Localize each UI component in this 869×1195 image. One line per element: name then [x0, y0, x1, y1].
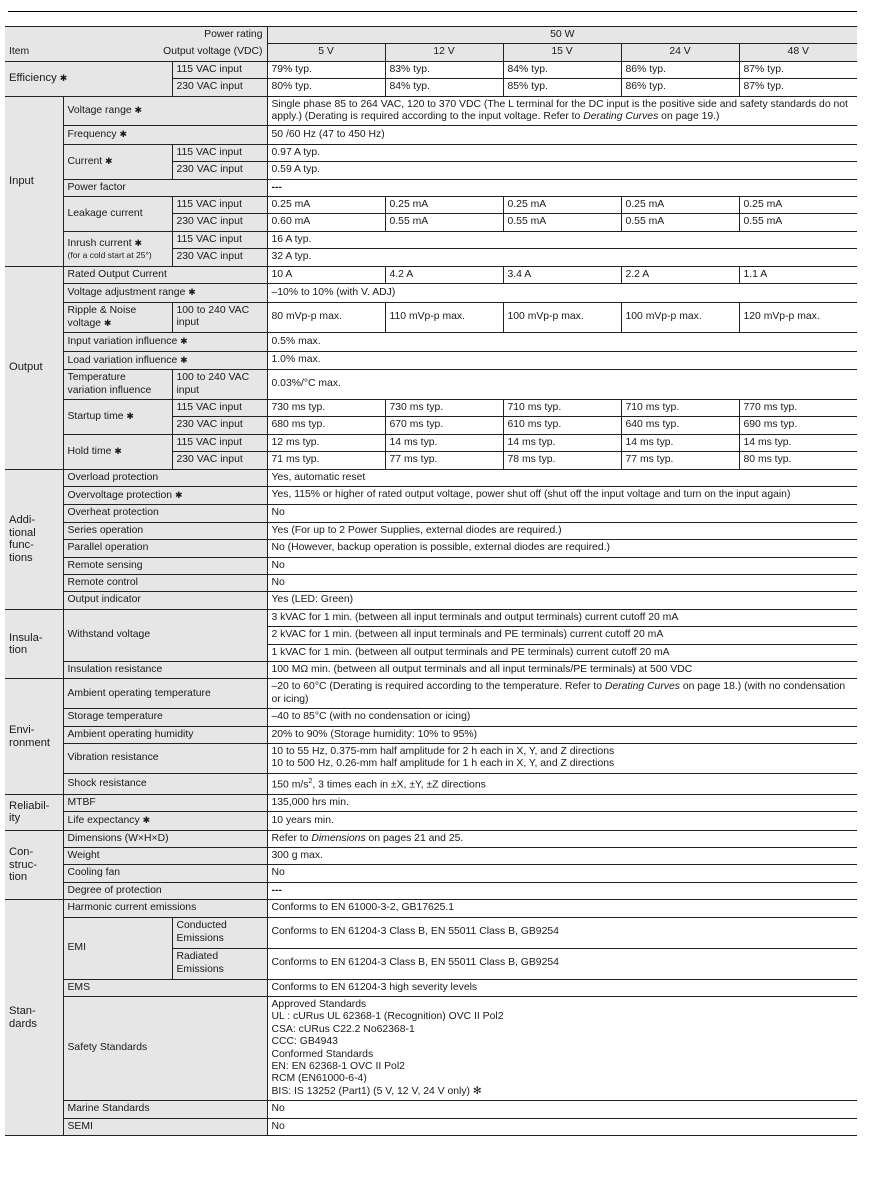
voltage-range-row	[5, 96, 857, 126]
input-variation-row	[5, 333, 857, 351]
group-construction: Con- struc- tion	[5, 830, 63, 900]
additional-value: Yes (For up to 2 Power Supplies, external diodes are required.)	[267, 522, 857, 539]
asterisk-icon: ✱	[174, 489, 183, 500]
hold-115-48v: 14 ms typ.	[739, 434, 857, 451]
withstand-value: 1 kVAC for 1 min. (between all output terminals and PE terminals) current cutoff 20 mA	[267, 644, 857, 661]
inrush-row-115	[5, 231, 857, 248]
leakage-230-24v: 0.55 mA	[621, 214, 739, 231]
power-factor-label: Power factor	[63, 179, 267, 196]
top-rule	[8, 11, 857, 12]
condition-100-240vac: 100 to 240 VAC input	[172, 302, 267, 333]
weight-row	[5, 847, 857, 864]
radiated-emissions-label: Radiated Emissions	[172, 948, 267, 979]
additional-row	[5, 469, 857, 486]
power-factor-row	[5, 179, 857, 196]
startup-115-5v: 730 ms typ.	[267, 399, 385, 416]
degree-protection-value: ---	[267, 882, 857, 899]
rated-current-24v: 2.2 A	[621, 266, 739, 283]
frequency-value: 50 /60 Hz (47 to 450 Hz)	[267, 126, 857, 144]
radiated-emissions-value: Conforms to EN 61204-3 Class B, EN 55011 Class B, GB9254	[267, 948, 857, 979]
additional-label: Overload protection	[63, 469, 267, 486]
ripple-noise-label: Ripple & Noise voltage ✱	[63, 302, 172, 333]
asterisk-icon: ✱	[180, 336, 188, 347]
voltage-range-value: Single phase 85 to 264 VAC, 120 to 370 VDC (The L terminal for the DC input is the positive side and safety standards do not apply.) (Derating is required according to the input voltage. Refer to Derating Curves on page 19.)	[267, 96, 857, 126]
withstand-voltage-label: Withstand voltage	[63, 609, 267, 661]
asterisk-icon: ✱	[59, 73, 68, 84]
additional-label: Output indicator	[63, 592, 267, 609]
additional-row	[5, 505, 857, 522]
dimensions-label: Dimensions (W×H×D)	[63, 830, 267, 847]
withstand-value: 2 kVAC for 1 min. (between all input terminals and PE terminals) current cutoff 20 mA	[267, 627, 857, 644]
load-variation-row	[5, 351, 857, 369]
hold-115-5v: 12 ms typ.	[267, 434, 385, 451]
mtbf-row	[5, 794, 857, 811]
group-environment: Envi- ronment	[5, 679, 63, 794]
leakage-current-label: Leakage current	[63, 197, 172, 232]
inrush-230-value: 32 A typ.	[267, 249, 857, 266]
rated-current-48v: 1.1 A	[739, 266, 857, 283]
additional-row	[5, 540, 857, 557]
efficiency-115-5v: 79% typ.	[267, 61, 385, 78]
hold-115-12v: 14 ms typ.	[385, 434, 503, 451]
condition-230vac: 230 VAC input	[172, 79, 267, 96]
condition-230vac: 230 VAC input	[172, 214, 267, 231]
condition-115vac: 115 VAC input	[172, 61, 267, 78]
shock-row	[5, 773, 857, 794]
ems-label: EMS	[63, 979, 267, 996]
header-row-power	[5, 27, 857, 44]
asterisk-icon: ✱	[105, 156, 113, 167]
startup-230-48v: 690 ms typ.	[739, 417, 857, 434]
additional-value: Yes (LED: Green)	[267, 592, 857, 609]
efficiency-row-115	[5, 61, 857, 78]
shock-value: 150 $m/s^2$, 3 times each in ±X, ±Y, ±Z directions	[267, 773, 857, 794]
leakage-115-12v: 0.25 mA	[385, 197, 503, 214]
efficiency-230-5v: 80% typ.	[267, 79, 385, 96]
vibration-label: Vibration resistance	[63, 744, 267, 774]
asterisk-icon: ✱	[142, 815, 151, 826]
hold-230-48v: 80 ms typ.	[739, 452, 857, 469]
additional-value: No	[267, 505, 857, 522]
additional-value: No	[267, 575, 857, 592]
efficiency-230-12v: 84% typ.	[385, 79, 503, 96]
life-expectancy-row	[5, 812, 857, 830]
condition-100-240vac: 100 to 240 VAC input	[172, 370, 267, 400]
degree-protection-label: Degree of protection	[63, 882, 267, 899]
additional-label: Remote control	[63, 575, 267, 592]
life-expectancy-label: Life expectancy ✱	[63, 812, 267, 830]
spec-table	[5, 26, 857, 1136]
semi-row	[5, 1118, 857, 1135]
rated-current-row	[5, 266, 857, 283]
ambient-temperature-row	[5, 679, 857, 709]
leakage-230-48v: 0.55 mA	[739, 214, 857, 231]
startup-row-115	[5, 399, 857, 416]
life-expectancy-value: 10 years min.	[267, 812, 857, 830]
ambient-humidity-value: 20% to 90% (Storage humidity: 10% to 95%)	[267, 726, 857, 743]
insulation-resistance-value: 100 MΩ min. (between all output terminals and all input terminals/PE terminals) at 500 VDC	[267, 662, 857, 679]
insulation-resistance-label: Insulation resistance	[63, 662, 267, 679]
voltage-5v: 5 V	[267, 44, 385, 61]
rated-current-12v: 4.2 A	[385, 266, 503, 283]
ambient-temperature-value: –20 to 60°C (Derating is required according to the temperature. Refer to Derating Curves on page 18.) (with no condensation or icing)	[267, 679, 857, 709]
hold-230-24v: 77 ms typ.	[621, 452, 739, 469]
efficiency-115-15v: 84% typ.	[503, 61, 621, 78]
condition-230vac: 230 VAC input	[172, 162, 267, 179]
startup-115-15v: 710 ms typ.	[503, 399, 621, 416]
vibration-value: 10 to 55 Hz, 0.375-mm half amplitude for 2 h each in X, Y, and Z directions 10 to 500 Hz, 0.26-mm half amplitude for 1 h each in X, Y, and Z directions	[267, 744, 857, 774]
startup-115-12v: 730 ms typ.	[385, 399, 503, 416]
startup-time-label: Startup time ✱	[63, 399, 172, 434]
additional-value: Yes, 115% or higher of rated output voltage, power shut off (shut off the input voltage and turn on the input again)	[267, 486, 857, 504]
condition-115vac: 115 VAC input	[172, 231, 267, 248]
ripple-5v: 80 mVp-p max.	[267, 302, 385, 333]
dimensions-row	[5, 830, 857, 847]
group-output: Output	[5, 266, 63, 469]
asterisk-icon: ✱	[103, 317, 112, 328]
weight-label: Weight	[63, 847, 267, 864]
emi-label: EMI	[63, 917, 172, 979]
condition-115vac: 115 VAC input	[172, 197, 267, 214]
load-variation-label: Load variation influence ✱	[63, 351, 267, 369]
condition-115vac: 115 VAC input	[172, 399, 267, 416]
temperature-variation-value: 0.03%/°C max.	[267, 370, 857, 400]
power-rating-label: Power rating	[5, 27, 267, 44]
condition-230vac: 230 VAC input	[172, 417, 267, 434]
temperature-variation-label: Temperature variation influence	[63, 370, 172, 400]
asterisk-icon: ✱	[180, 354, 188, 365]
inrush-current-label: Inrush current ✱ (for a cold start at 25°)	[63, 231, 172, 266]
group-input: Input	[5, 96, 63, 266]
conducted-emissions-value: Conforms to EN 61204-3 Class B, EN 55011 Class B, GB9254	[267, 917, 857, 948]
withstand-value: 3 kVAC for 1 min. (between all input terminals and output terminals) current cutoff 20 mA	[267, 609, 857, 626]
output-voltage-label: Output voltage (VDC)	[172, 44, 267, 61]
cooling-fan-row	[5, 865, 857, 882]
additional-label: Series operation	[63, 522, 267, 539]
hold-230-15v: 78 ms typ.	[503, 452, 621, 469]
semi-label: SEMI	[63, 1118, 267, 1135]
ripple-noise-row	[5, 302, 857, 333]
leakage-115-24v: 0.25 mA	[621, 197, 739, 214]
additional-row	[5, 522, 857, 539]
ripple-48v: 120 mVp-p max.	[739, 302, 857, 333]
additional-label: Overvoltage protection ✱	[63, 486, 267, 504]
efficiency-label: Efficiency ✱	[5, 61, 172, 96]
voltage-adjustment-value: –10% to 10% (with V. ADJ)	[267, 284, 857, 302]
frequency-row	[5, 126, 857, 144]
voltage-15v: 15 V	[503, 44, 621, 61]
cooling-fan-value: No	[267, 865, 857, 882]
startup-115-24v: 710 ms typ.	[621, 399, 739, 416]
ambient-humidity-row	[5, 726, 857, 743]
hold-time-label: Hold time ✱	[63, 434, 172, 469]
degree-protection-row	[5, 882, 857, 899]
asterisk-icon: ✱	[134, 105, 143, 116]
efficiency-230-24v: 86% typ.	[621, 79, 739, 96]
derating-curves-ref: Derating Curves	[583, 111, 659, 123]
startup-230-5v: 680 ms typ.	[267, 417, 385, 434]
temperature-variation-row	[5, 370, 857, 400]
ripple-15v: 100 mVp-p max.	[503, 302, 621, 333]
asterisk-icon: ✱	[134, 238, 143, 249]
current-230-value: 0.59 A typ.	[267, 162, 857, 179]
input-variation-label: Input variation influence ✱	[63, 333, 267, 351]
leakage-115-5v: 0.25 mA	[267, 197, 385, 214]
additional-value: Yes, automatic reset	[267, 469, 857, 486]
marine-value: No	[267, 1101, 857, 1118]
voltage-48v: 48 V	[739, 44, 857, 61]
shock-label: Shock resistance	[63, 773, 267, 794]
item-label: Item	[9, 46, 30, 58]
ambient-humidity-label: Ambient operating humidity	[63, 726, 267, 743]
inrush-note: (for a cold start at 25°)	[67, 250, 152, 261]
current-115-value: 0.97 A typ.	[267, 144, 857, 161]
rated-current-5v: 10 A	[267, 266, 385, 283]
hold-115-15v: 14 ms typ.	[503, 434, 621, 451]
vibration-row	[5, 744, 857, 774]
additional-value: No (However, backup operation is possible, external diodes are required.)	[267, 540, 857, 557]
voltage-adjustment-row	[5, 284, 857, 302]
power-rating-value: 50 W	[267, 27, 857, 44]
mtbf-label: MTBF	[63, 794, 267, 811]
safety-standards-label: Safety Standards	[63, 997, 267, 1101]
efficiency-230-48v: 87% typ.	[739, 79, 857, 96]
ems-value: Conforms to EN 61204-3 high severity levels	[267, 979, 857, 996]
leakage-115-48v: 0.25 mA	[739, 197, 857, 214]
ambient-temperature-label: Ambient operating temperature	[63, 679, 267, 709]
startup-230-24v: 640 ms typ.	[621, 417, 739, 434]
condition-115vac: 115 VAC input	[172, 144, 267, 161]
leakage-230-5v: 0.60 mA	[267, 214, 385, 231]
inrush-115-value: 16 A typ.	[267, 231, 857, 248]
header-row-voltage	[5, 44, 857, 61]
ripple-24v: 100 mVp-p max.	[621, 302, 739, 333]
leakage-230-15v: 0.55 mA	[503, 214, 621, 231]
leakage-230-12v: 0.55 mA	[385, 214, 503, 231]
storage-temperature-value: –40 to 85°C (with no condensation or icing)	[267, 709, 857, 726]
group-additional: Addi- tional func- tions	[5, 469, 63, 609]
storage-temperature-label: Storage temperature	[63, 709, 267, 726]
asterisk-icon: ✱	[188, 287, 196, 298]
rated-current-15v: 3.4 A	[503, 266, 621, 283]
efficiency-115-48v: 87% typ.	[739, 61, 857, 78]
leakage-115-15v: 0.25 mA	[503, 197, 621, 214]
input-variation-value: 0.5% max.	[267, 333, 857, 351]
additional-label: Remote sensing	[63, 557, 267, 574]
safety-standards-value: Approved Standards UL : cURus UL 62368-1 (Recognition) OVC II Pol2 CSA: cURus C22.2 No62368-1 CCC: GB4943 Conformed Standards EN: EN 62368-1 OVC II Pol2 RCM (EN61000-6-4) BIS: IS 13252 (Part1) (5 V, 12 V, 24 V only) ✻	[267, 997, 857, 1101]
derating-curves-ref: Derating Curves	[604, 681, 680, 693]
voltage-12v: 12 V	[385, 44, 503, 61]
condition-230vac: 230 VAC input	[172, 452, 267, 469]
conducted-emissions-label: Conducted Emissions	[172, 917, 267, 948]
group-reliability: Reliabil- ity	[5, 794, 63, 830]
load-variation-value: 1.0% max.	[267, 351, 857, 369]
hold-row-115	[5, 434, 857, 451]
harmonic-row	[5, 900, 857, 917]
emi-conducted-row	[5, 917, 857, 948]
additional-label: Overheat protection	[63, 505, 267, 522]
dimensions-value: Refer to Dimensions on pages 21 and 25.	[267, 830, 857, 847]
leakage-row-115	[5, 197, 857, 214]
additional-value: No	[267, 557, 857, 574]
hold-115-24v: 14 ms typ.	[621, 434, 739, 451]
semi-value: No	[267, 1118, 857, 1135]
efficiency-115-12v: 83% typ.	[385, 61, 503, 78]
additional-row	[5, 557, 857, 574]
mtbf-value: 135,000 hrs min.	[267, 794, 857, 811]
group-standards: Stan- dards	[5, 900, 63, 1136]
efficiency-115-24v: 86% typ.	[621, 61, 739, 78]
harmonic-label: Harmonic current emissions	[63, 900, 267, 917]
hold-230-5v: 71 ms typ.	[267, 452, 385, 469]
power-factor-value: ---	[267, 179, 857, 196]
additional-row	[5, 486, 857, 504]
harmonic-value: Conforms to EN 61000-3-2, GB17625.1	[267, 900, 857, 917]
hold-230-12v: 77 ms typ.	[385, 452, 503, 469]
additional-row	[5, 592, 857, 609]
weight-value: 300 g max.	[267, 847, 857, 864]
ems-row	[5, 979, 857, 996]
voltage-24v: 24 V	[621, 44, 739, 61]
item-header	[5, 44, 172, 61]
safety-standards-row	[5, 997, 857, 1101]
startup-230-15v: 610 ms typ.	[503, 417, 621, 434]
condition-230vac: 230 VAC input	[172, 249, 267, 266]
startup-230-12v: 670 ms typ.	[385, 417, 503, 434]
insulation-resistance-row	[5, 662, 857, 679]
startup-115-48v: 770 ms typ.	[739, 399, 857, 416]
current-row-115	[5, 144, 857, 161]
marine-row	[5, 1101, 857, 1118]
group-insulation: Insula- tion	[5, 609, 63, 679]
rated-current-label: Rated Output Current	[63, 266, 267, 283]
asterisk-icon: ✱	[126, 411, 134, 422]
cooling-fan-label: Cooling fan	[63, 865, 267, 882]
frequency-label: Frequency ✱	[63, 126, 267, 144]
dimensions-ref: Dimensions	[311, 832, 366, 844]
efficiency-230-15v: 85% typ.	[503, 79, 621, 96]
marine-label: Marine Standards	[63, 1101, 267, 1118]
withstand-row-1	[5, 609, 857, 626]
additional-label: Parallel operation	[63, 540, 267, 557]
voltage-range-label: Voltage range ✱	[63, 96, 267, 126]
asterisk-icon: ✱	[119, 129, 128, 140]
additional-row	[5, 575, 857, 592]
storage-temperature-row	[5, 709, 857, 726]
condition-115vac: 115 VAC input	[172, 434, 267, 451]
voltage-adjustment-label: Voltage adjustment range ✱	[63, 284, 267, 302]
asterisk-icon: ✱	[114, 445, 122, 456]
current-label: Current ✱	[63, 144, 172, 179]
ripple-12v: 110 mVp-p max.	[385, 302, 503, 333]
